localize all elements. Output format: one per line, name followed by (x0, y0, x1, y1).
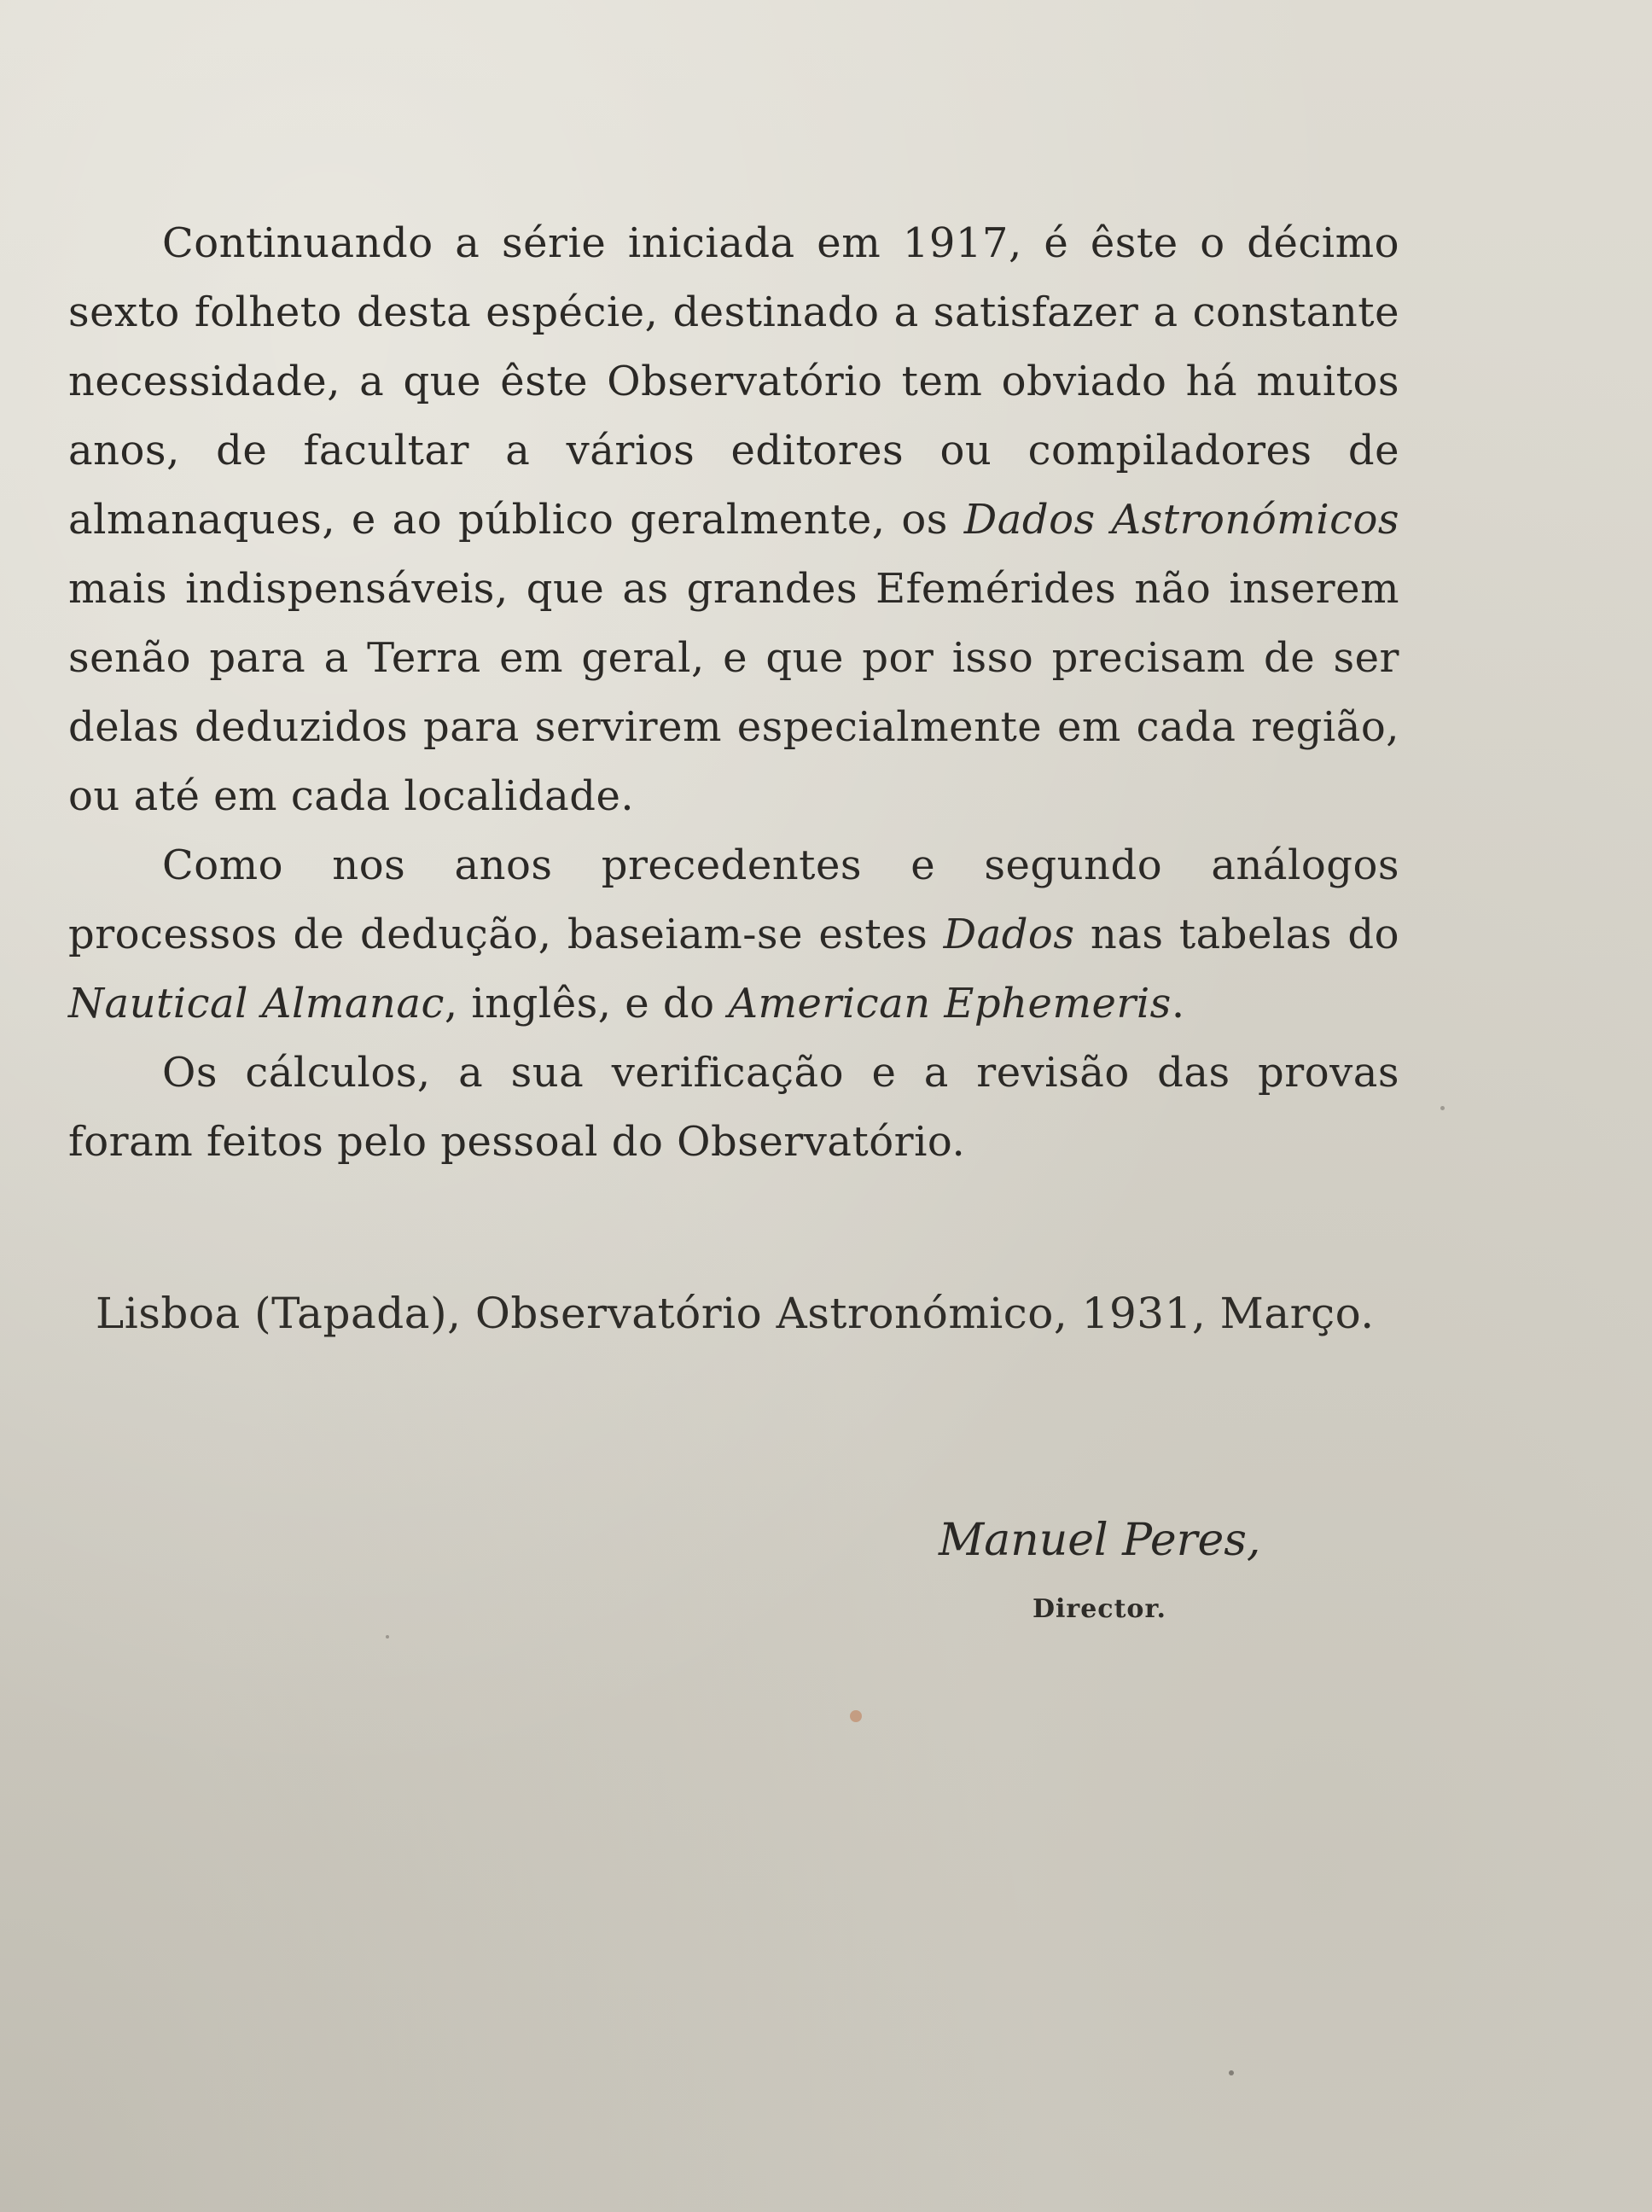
paper-speck-mark (386, 1635, 389, 1639)
paragraph-2-text-b: nas tabelas do (1074, 911, 1400, 958)
paragraph-2-italic-nautical-almanac: Nautical Almanac (68, 980, 445, 1027)
paragraph-sources (68, 831, 1399, 1039)
paper-speck-mark (1229, 2070, 1234, 2075)
paragraph-calculations (68, 1039, 1399, 1177)
paragraph-1-text-b: mais indispensáveis, que as grandes Efemérides não inserem senão para a Terra em geral, e que por isso precisam de ser delas deduzidos para servirem especialmente em cada região, ou até em cada localidade. (68, 565, 1399, 820)
paragraph-2-text-d: . (1171, 980, 1185, 1027)
paragraph-1-italic-title: Dados Astronómicos (963, 496, 1400, 544)
signature-title: Director. (1032, 1594, 1166, 1624)
paragraph-2-text-c: , inglês, e do (444, 980, 729, 1027)
paragraph-2-text-a: Como nos anos precedentes e segundo análogos processos de dedução, baseiam-se estes (68, 841, 1399, 958)
body-text (68, 209, 1399, 1177)
paper-speck-mark (1440, 1106, 1445, 1110)
signature-name: Manuel Peres, (939, 1515, 1261, 1566)
paragraph-3-text: Os cálculos, a sua verificação e a revisão das provas foram feitos pelo pessoal do Observatório. (68, 1049, 1399, 1166)
paper-stain-mark (850, 1710, 862, 1722)
paragraph-1-text-a: Continuando a série iniciada em 1917, é êste o décimo sexto folheto desta espécie, destinado a satisfazer a constante necessidade, a que êste Observatório tem obviado há muitos anos, de facultar a vários editores ou compiladores de almanaques, e ao público geralmente, os (68, 219, 1399, 544)
paragraph-introduction (68, 209, 1399, 831)
place-and-date: Lisboa (Tapada), Observatório Astronómico, 1931, Março. (96, 1289, 1375, 1338)
paragraph-2-italic-dados: Dados (943, 911, 1075, 958)
paragraph-2-italic-american-ephemeris: American Ephemeris (728, 980, 1172, 1027)
